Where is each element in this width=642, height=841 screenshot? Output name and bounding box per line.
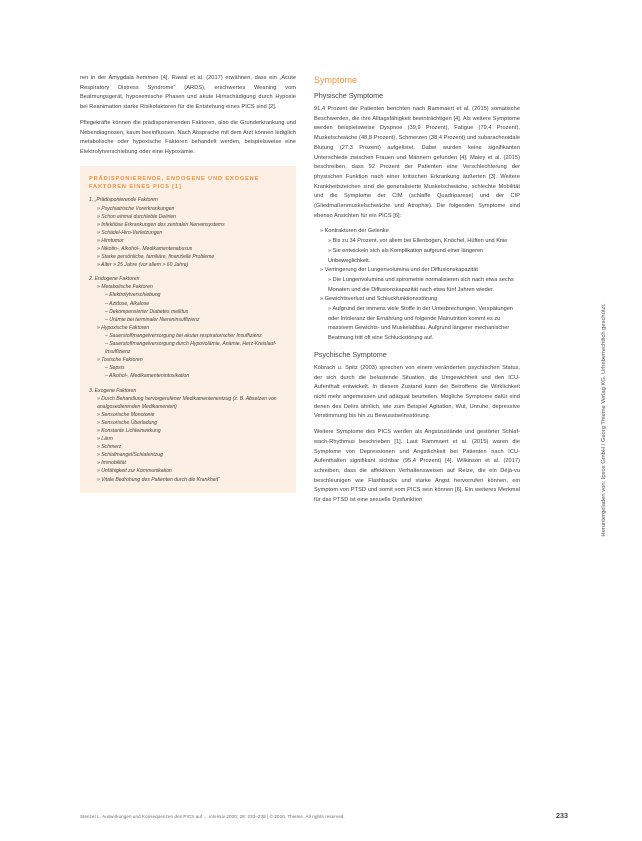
- body-paragraph: Pflegekräfte können die prädisponierenden Faktoren, also die Grunderkrankung und Nebendiagnosen, kaum beeinflussen. Nach Absprache mit dem Arzt können lediglich metabolische oder hypoxische Faktoren behandelt werden, beispielsweise eine Elektrolytverschiebung oder eine Hypoxämie.: [80, 119, 296, 155]
- body-paragraph: ren in der Amygdala hemmen [4]. Rawal et al. (2017) erwähnen, dass ein „Acute Respiratory Distress Syndrome“ (ARDS), erschwertes Weaning vom Beatmungsgerät, hypoxemische Phasen und akute Hirnschädigung durch Hypoxie bei Reanimation starke Risikofaktoren für die Entstehung eines PICS sind [2].: [80, 75, 296, 111]
- factor-list-item: » Nikotin-, Alkohol-, Medikamentenabusus: [97, 246, 193, 252]
- body-paragraph: Weitere Symptome des PICS werden als Angstzustände und gestörter Schlaf-wach-Rhythmus beschrieben [1]. Laut Rammaert et al. (2015) waren die Symptome von Depressionen und Angstlichkeit bei Patienten nach ICU-Aufenthalten signifikant sichtbar (95,4 Prozent) [4]. Wilkinson et al. (2017) schreiben, dass die affektiven Verhaltensweisen auf Reize, die ein Déjà-vu beschleunigen wie Flashbacks und starke Angst hervorrufen können, ein Symptom von PTSD und somit vom PICS sein können [6]. Ein weiteres Merkmal für das PTSD ist eine sexuelle Dysfunktion: [314, 429, 520, 504]
- body-paragraph: 91,4 Prozent der Patienten berichten nach Rammaert et al. (2015) somatische Beschwerden, die ihre Alltagsfähigkeit beeinträchtigen [4]. Als weitere Symptome werden beispielsweise Dyspnoe (39,9 Prozent), Fatigue (79,4 Prozent), Muskelschwäche (48,8 Prozent), Schmerzen (38,4 Prozent) und subarachnoidale Blutung (27,3 Prozent) aufgelistet. Dabei wurden keine signifikanten Unterschiede zwischen Frauen und Männern gefunden [4]. Maley et al. (2015) beschreiben, dass 92 Prozent der Patienten eine Verschlechterung der physischen Funktion nach einer kritischen Erkrankung äußerten [3]. Weitere Krankheitszeichen sind die generalisierte Muskelschwäche, schlechte Mobilität und die Symptome der CIM (schlaffe Quadriparese) und der CIP (Gliedmaßenmuskelschwäche und Atrophie). Die folgenden Symptome sind ebenso Ansichten für ein PICS [6]:: [314, 106, 520, 219]
- section-heading: Symptome: [314, 75, 358, 85]
- subsection-heading: Physische Symptome: [314, 91, 384, 100]
- factors-box: [80, 166, 296, 493]
- factor-list-item: » Durch Behandlung hervorgerufener Medikamentenentzug (z. B. Absetzen von analgosedierenden Medikamenten): [97, 395, 277, 410]
- factor-list-item: » Konstante Lichteinwirkung: [97, 427, 161, 434]
- symptom-list: [314, 227, 520, 343]
- factor-list-item: – Alkohol-, Medikamentenintoxikation: [105, 373, 190, 380]
- symptom-list-item: » Verringerung der Lungenvolumina und der Diffusionskapazität: [320, 267, 478, 274]
- factor-list-item: » Schon einmal durchlebte Delirien: [97, 213, 176, 220]
- factor-list-item: – Sepsis: [105, 365, 125, 372]
- factors-box-title: PRÄDISPONIERENDE, ENDOGENE UND EXOGENE FAKTOREN EINES PICS [1]: [89, 175, 260, 191]
- factor-list-item: » Hypoxische Faktoren: [97, 324, 150, 331]
- symptom-list-item: » Gewichtsverlust und Schluckfunktionsstörung: [320, 296, 438, 303]
- factor-list-item: » Unfähigkeit zur Kommunikation: [97, 468, 172, 475]
- symptom-list-item: » Kontrakturen der Gelenke: [320, 228, 389, 235]
- symptom-list-item: » Bis zu 34 Prozent, vor allem bei Ellenbogen, Knöchel, Hüften und Knie: [328, 238, 508, 245]
- factors-list: [89, 196, 288, 483]
- factor-list-item: » Schlafmangel/Schlafentzug: [97, 452, 163, 459]
- factor-list-item: » Psychiatrische Vorerkrankungen: [97, 205, 175, 212]
- factor-list-item: – Sauerstoffmangelversorgung bei akuter respiratorischer Insuffizienz: [105, 332, 262, 339]
- factor-list-item: – Urämie bei terminaler Niereninsuffizienz: [105, 316, 200, 323]
- factor-list-item: 3. Exogene Faktoren: [89, 387, 137, 394]
- factor-list-item: » Starke persönliche, familiäre, finanzielle Probleme: [97, 254, 215, 261]
- factor-list-item: » Infektiöse Erkrankungen des zentralen Nervensystems: [97, 221, 225, 228]
- factor-list-item: » Metabolische Faktoren: [97, 284, 153, 291]
- symptom-list-item: » Sie entwickeln sich als Komplikation aufgrund einer längeren Unbeweglichkeit.: [328, 247, 484, 264]
- subsection-heading: Psychische Symptome: [314, 349, 387, 359]
- factor-list-item: » Toxische Faktoren: [97, 357, 143, 364]
- factor-list-item: – Elektrolytverschiebung: [105, 292, 161, 299]
- factor-list-item: » Vitale Bedrohung des Patienten durch die Krankheit“: [97, 476, 220, 483]
- factor-list-item: – Sauerstoffmangelversorgung durch Hypovolämie, Anämie, Herz-Kreislauf-Insuffizienz: [105, 341, 277, 356]
- factor-list-item: – Azidose, Alkalose: [105, 300, 150, 307]
- factor-list-item: » Sensorische Monotonie: [97, 411, 155, 418]
- factor-list-item: » Hirntumor: [97, 237, 124, 244]
- factor-list-item: » Lärm: [97, 436, 113, 443]
- factor-list-item: » Schädel-Hirn-Verletzungen: [97, 229, 163, 236]
- factor-list-item: 2. Endogene Faktoren: [89, 276, 140, 283]
- factor-list-item: » Immobilität: [97, 460, 126, 467]
- factor-list-item: 1. „Prädisponierende Faktoren: [89, 197, 158, 204]
- download-notice: Heruntergeladen von: Ipsos GmbH / Georg Thieme Verlag KG. Urheberrechtlich geschützt.: [601, 303, 607, 537]
- right-column: [314, 74, 520, 512]
- factor-list-item: » Alter > 25 Jahre (vor allem > 60 Jahre): [97, 262, 189, 269]
- factor-list-item: » Sensorische Überladung: [97, 419, 158, 426]
- page-number: 233: [556, 811, 568, 820]
- symptom-list-item: » Die Lungenvolumina und spirometrie normalisieren sich nach etwa sechs Monaten und die Diffusionskapazität nach etwa fünf Jahren wieder.: [328, 276, 514, 293]
- factor-list-item: – Dekompensierter Diabetes mellitus: [105, 308, 189, 315]
- page-footer: Stenzel L. Auswirkungen und Konsequenzen des PICS auf ... intensiv 2020; 28: 233–238 | © 2020. Thieme. All rights reserved.: [80, 814, 345, 819]
- body-paragraph: Köbrach u. Spitz (2003) sprechen von einem veränderten psychischen Status, der sich durch die belastende Situation, die Umgewichheit und den ICU-Aufenthalt entwickelt. In diesem Zustand kann der Betroffene die Wirklichkeit nicht mehr angemessen und adäquat beurteilen. Mögliche Symptome dafür sind denen des Delirs ähnlich, wie zum Beispiel Agitation, Wut, Unruhe, depressive Verstimmung bis hin zu Bewusstseinsstörung.: [314, 364, 520, 420]
- factor-list-item: » Schmerz: [97, 444, 122, 451]
- left-column: [80, 74, 296, 493]
- symptom-list-item: » Aufgrund der immens viele Stoffe in der Unterbrechungen, Verspätungen oder Intoleranz der Ernährung und folgende Malnutrition kommt es zu massivem Gewichts- und Muskelabbau. Aufgrund längerer mechanischer Beatmung tritt oft eine Schluckstörung auf.: [328, 306, 513, 342]
